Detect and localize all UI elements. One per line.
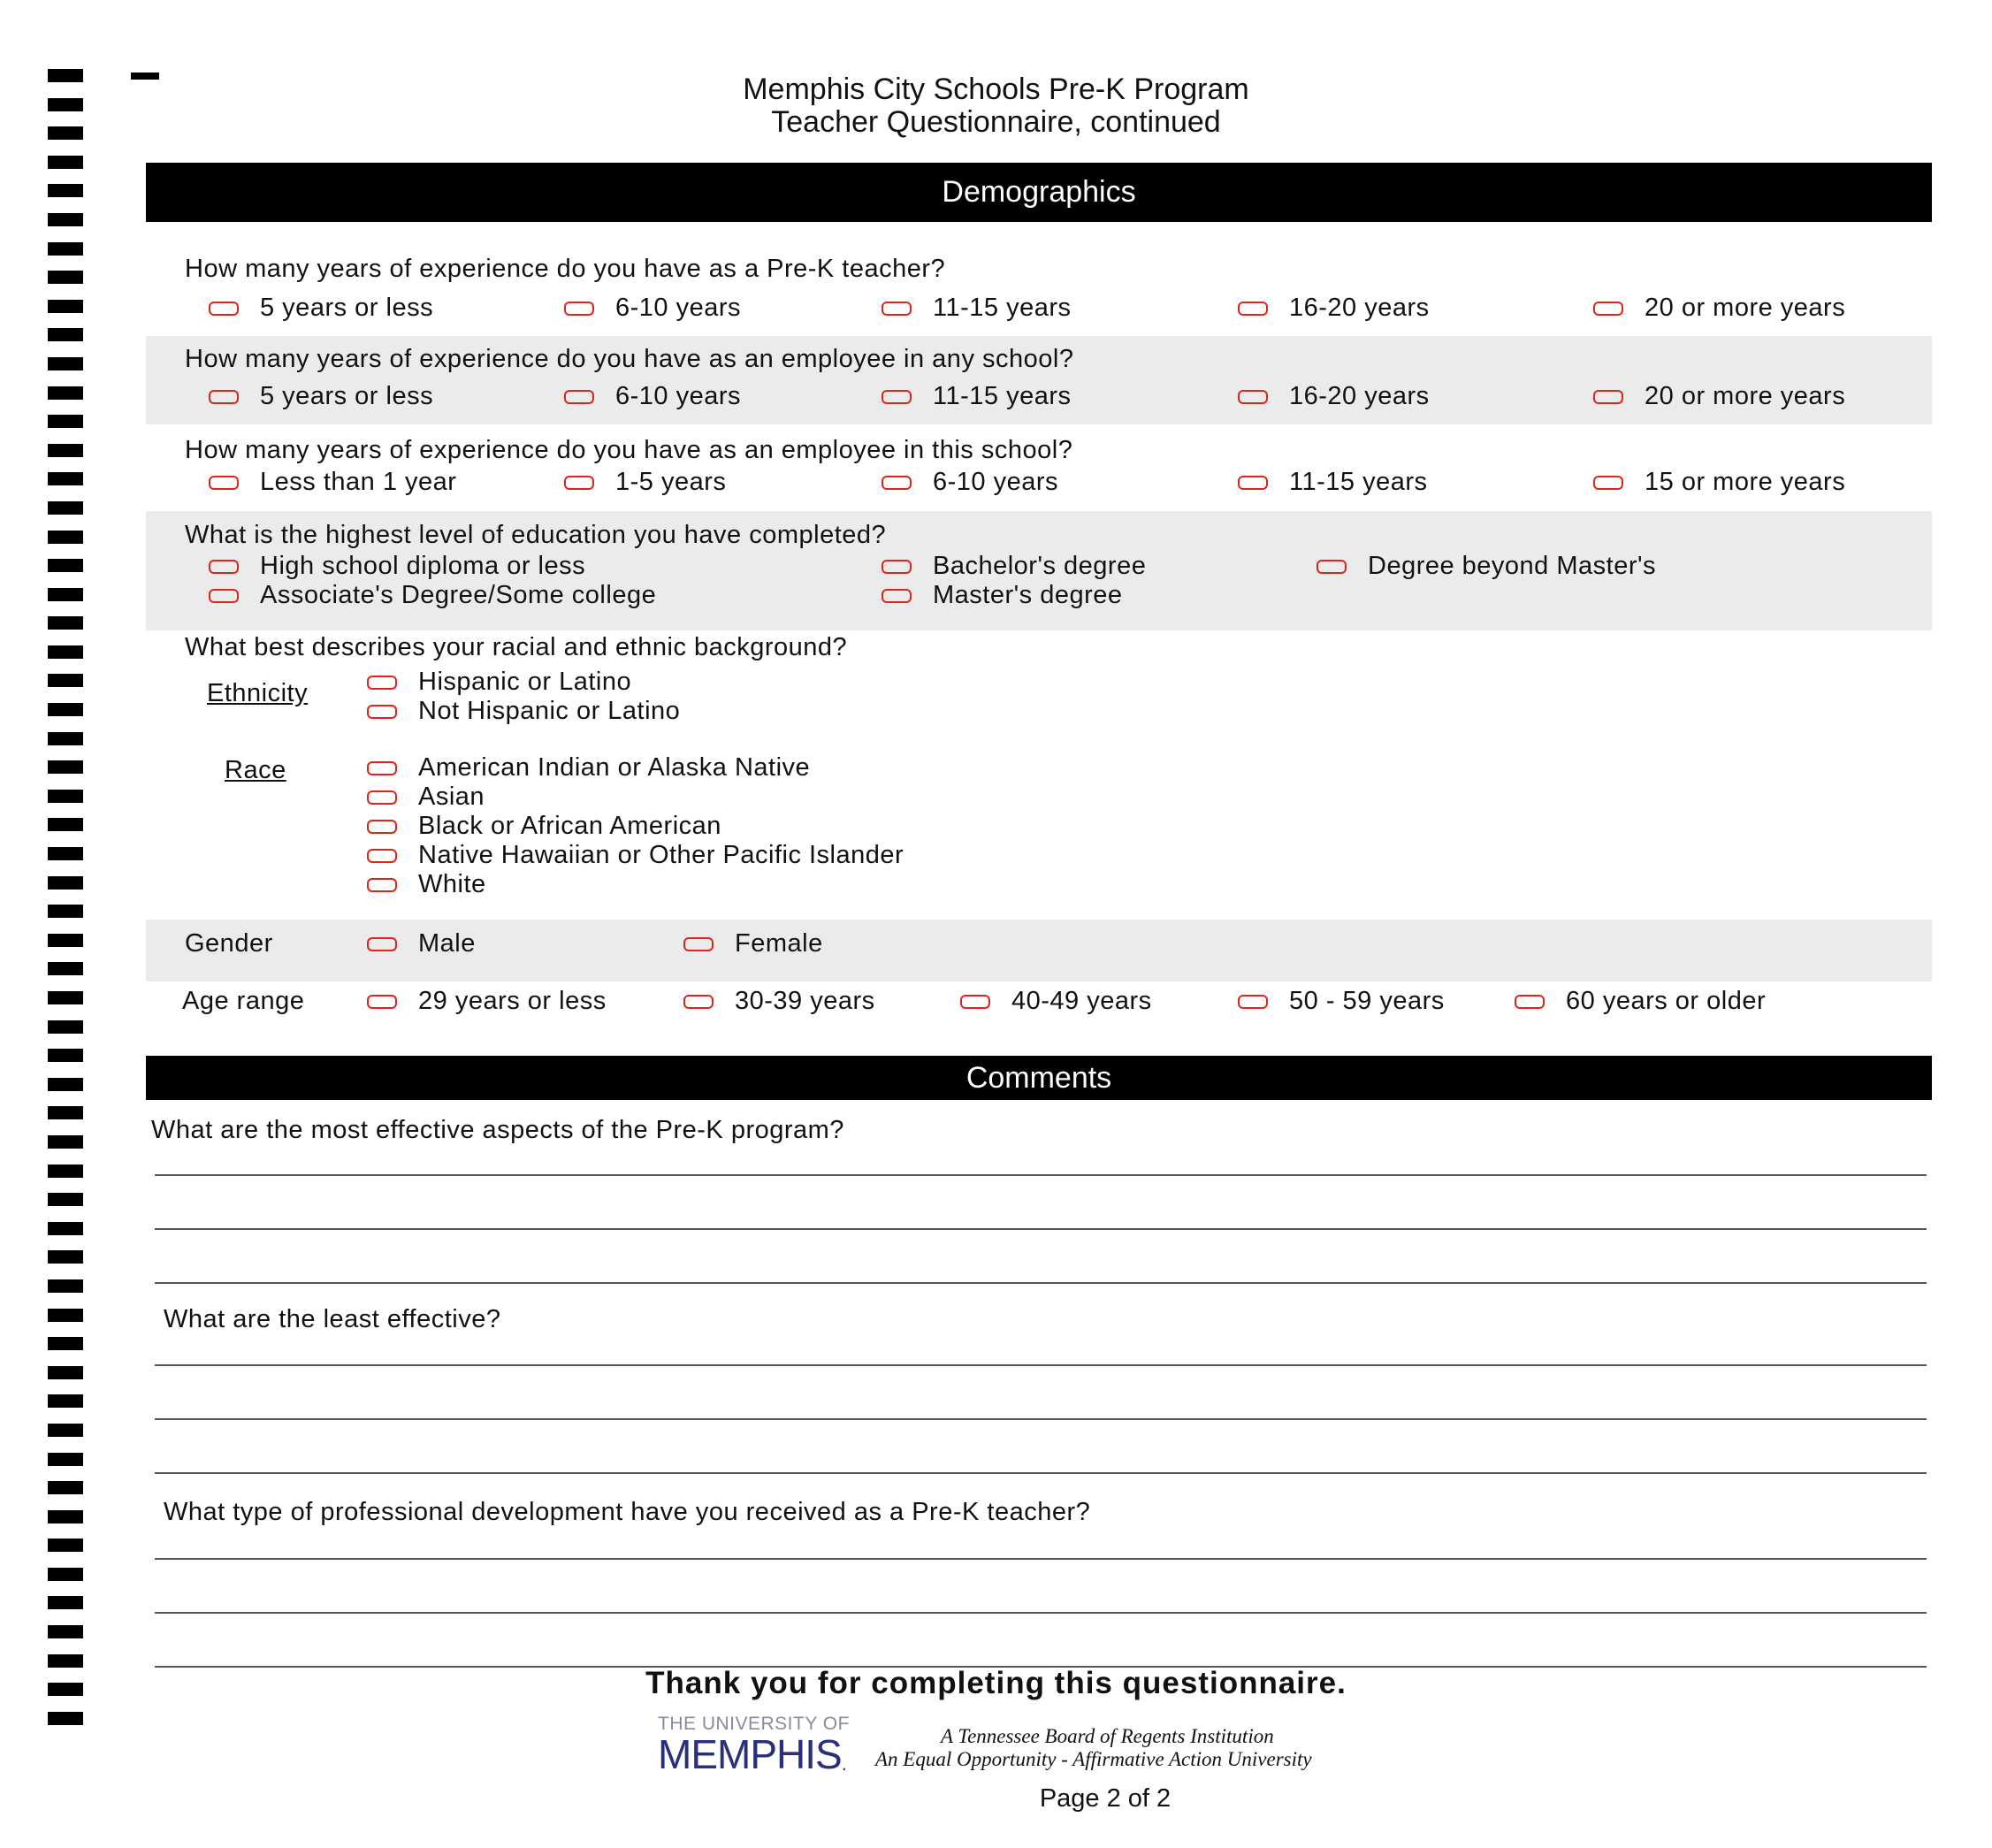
timing-mark <box>48 1366 83 1379</box>
bubble-icon[interactable] <box>367 790 397 805</box>
option-radio[interactable]: 16-20 years <box>1238 382 1430 411</box>
logo-small-text: THE UNIVERSITY OF <box>658 1714 850 1734</box>
option-radio[interactable]: Hispanic or Latino <box>367 668 631 697</box>
option-radio[interactable]: American Indian or Alaska Native <box>367 753 810 783</box>
bubble-icon[interactable] <box>882 476 912 490</box>
bubble-icon[interactable] <box>1593 390 1623 404</box>
question-this-school-experience: How many years of experience do you have as an employee in this school? <box>185 436 1073 464</box>
timing-mark <box>48 645 83 659</box>
option-radio[interactable]: 1-5 years <box>564 468 726 497</box>
bubble-icon[interactable] <box>367 676 397 690</box>
bubble-icon[interactable] <box>367 820 397 834</box>
option-radio[interactable]: 40-49 years <box>960 987 1152 1016</box>
timing-mark <box>48 1250 83 1264</box>
bubble-icon[interactable] <box>1317 560 1347 574</box>
ethnicity-label: Ethnicity <box>207 679 309 707</box>
option-radio[interactable]: Associate's Degree/Some college <box>209 581 656 610</box>
gender-label: Gender <box>185 929 273 958</box>
bubble-icon[interactable] <box>564 302 594 316</box>
question-preK-experience: How many years of experience do you have as a Pre-K teacher? <box>185 255 946 283</box>
timing-mark <box>48 1337 83 1350</box>
timing-mark <box>48 1424 83 1437</box>
bubble-icon[interactable] <box>882 390 912 404</box>
timing-marks <box>48 69 83 1740</box>
timing-mark <box>48 415 83 428</box>
bubble-icon[interactable] <box>882 589 912 603</box>
timing-mark <box>48 674 83 687</box>
timing-mark <box>48 1481 83 1494</box>
page-subtitle: Teacher Questionnaire, continued <box>771 105 1221 139</box>
option-radio[interactable]: 15 or more years <box>1593 468 1845 497</box>
bubble-icon[interactable] <box>1593 476 1623 490</box>
answer-line[interactable] <box>155 1612 1927 1614</box>
timing-mark <box>48 1049 83 1062</box>
answer-line[interactable] <box>155 1558 1927 1560</box>
bubble-icon[interactable] <box>564 476 594 490</box>
timing-mark <box>48 1596 83 1609</box>
comments-header <box>146 1056 1932 1100</box>
timing-mark <box>48 991 83 1004</box>
answer-line[interactable] <box>155 1174 1927 1176</box>
timing-mark <box>48 818 83 831</box>
timing-mark <box>48 1712 83 1725</box>
option-radio[interactable]: 11-15 years <box>1238 468 1428 497</box>
option-radio[interactable]: 60 years or older <box>1515 987 1766 1016</box>
timing-mark <box>48 501 83 515</box>
demographics-header <box>146 163 1932 222</box>
timing-mark <box>48 962 83 975</box>
timing-mark <box>48 732 83 745</box>
option-radio[interactable]: 6-10 years <box>882 468 1058 497</box>
timing-mark <box>48 1453 83 1466</box>
timing-mark <box>48 156 83 169</box>
option-radio[interactable]: Male <box>367 929 476 958</box>
bubble-icon[interactable] <box>209 302 239 316</box>
logo-wordmark: MEMPHIS <box>658 1731 842 1777</box>
bubble-icon[interactable] <box>1238 995 1268 1009</box>
option-radio[interactable]: 20 or more years <box>1593 382 1845 411</box>
timing-mark <box>48 1193 83 1206</box>
bubble-icon[interactable] <box>882 302 912 316</box>
bubble-icon[interactable] <box>367 705 397 719</box>
option-radio[interactable]: 5 years or less <box>209 294 433 323</box>
timing-mark <box>48 876 83 890</box>
timing-mark <box>48 357 83 370</box>
answer-line[interactable] <box>155 1364 1927 1366</box>
timing-mark <box>48 1510 83 1523</box>
bubble-icon[interactable] <box>1238 390 1268 404</box>
option-radio[interactable]: Not Hispanic or Latino <box>367 697 680 726</box>
timing-mark <box>48 444 83 457</box>
option-radio[interactable]: 29 years or less <box>367 987 607 1016</box>
bubble-icon[interactable] <box>683 995 714 1009</box>
timing-mark <box>48 1165 83 1178</box>
timing-mark <box>48 559 83 572</box>
bubble-icon[interactable] <box>367 761 397 775</box>
timing-mark <box>48 1020 83 1034</box>
timing-mark <box>48 1568 83 1581</box>
answer-line[interactable] <box>155 1472 1927 1474</box>
timing-mark <box>48 703 83 716</box>
timing-mark <box>48 760 83 774</box>
option-radio[interactable]: 16-20 years <box>1238 294 1430 323</box>
comment-question-most-effective: What are the most effective aspects of the Pre-K program? <box>151 1116 844 1144</box>
motto-line-1: A Tennessee Board of Regents Institution <box>941 1725 1274 1747</box>
timing-mark <box>48 905 83 918</box>
timing-mark <box>48 271 83 284</box>
bubble-icon[interactable] <box>1238 476 1268 490</box>
timing-mark <box>48 1222 83 1235</box>
option-radio[interactable]: Black or African American <box>367 812 721 841</box>
option-radio[interactable]: Asian <box>367 783 485 812</box>
race-label: Race <box>225 756 286 784</box>
option-radio[interactable]: Degree beyond Master's <box>1317 552 1656 581</box>
timing-mark <box>48 588 83 601</box>
option-radio[interactable]: Bachelor's degree <box>882 552 1146 581</box>
option-radio[interactable]: 6-10 years <box>564 382 741 411</box>
option-radio[interactable]: White <box>367 870 486 899</box>
timing-mark <box>48 1539 83 1552</box>
bubble-icon[interactable] <box>1593 302 1623 316</box>
bubble-icon[interactable] <box>367 878 397 892</box>
timing-mark <box>48 790 83 803</box>
question-education-level: What is the highest level of education you have completed? <box>185 521 887 549</box>
timing-mark <box>48 1135 83 1149</box>
option-radio[interactable]: 11-15 years <box>882 294 1072 323</box>
thank-you-message: Thank you for completing this questionnaire. <box>645 1666 1347 1700</box>
answer-line[interactable] <box>155 1282 1927 1284</box>
option-radio[interactable]: Master's degree <box>882 581 1123 610</box>
bubble-icon[interactable] <box>683 937 714 951</box>
page-title: Memphis City Schools Pre-K Program <box>743 73 1249 106</box>
timing-mark <box>48 1279 83 1293</box>
bubble-icon[interactable] <box>367 995 397 1009</box>
timing-mark <box>48 184 83 197</box>
timing-mark <box>48 1106 83 1119</box>
timing-mark <box>48 300 83 313</box>
comment-question-least-effective: What are the least effective? <box>164 1305 501 1333</box>
option-radio[interactable]: 30-39 years <box>683 987 875 1016</box>
timing-mark <box>48 934 83 947</box>
bubble-icon[interactable] <box>367 849 397 863</box>
timing-mark <box>48 213 83 226</box>
comment-question-professional-development: What type of professional development have you received as a Pre-K teacher? <box>164 1498 1091 1526</box>
bubble-icon[interactable] <box>882 560 912 574</box>
timing-mark <box>48 1309 83 1322</box>
option-radio[interactable]: 20 or more years <box>1593 294 1845 323</box>
timing-mark <box>48 616 83 630</box>
bubble-icon[interactable] <box>209 476 239 490</box>
university-logo <box>658 1714 850 1777</box>
demographics-heading: Demographics <box>942 175 1136 209</box>
timing-mark <box>48 1394 83 1408</box>
question-any-school-experience: How many years of experience do you have as an employee in any school? <box>185 345 1074 373</box>
bubble-icon[interactable] <box>1238 302 1268 316</box>
option-radio[interactable]: 6-10 years <box>564 294 741 323</box>
page-number: Page 2 of 2 <box>1039 1784 1172 1813</box>
timing-mark <box>48 386 83 400</box>
logo-registered-mark: . <box>841 1753 846 1775</box>
question-race-ethnicity: What best describes your racial and ethnic background? <box>185 633 848 661</box>
timing-mark <box>48 847 83 860</box>
motto-line-2: An Equal Opportunity - Affirmative Action University <box>875 1748 1312 1770</box>
timing-mark <box>48 531 83 544</box>
timing-mark <box>48 242 83 256</box>
age-range-label: Age range <box>182 987 305 1015</box>
timing-mark <box>48 1078 83 1091</box>
option-radio[interactable]: 50 - 59 years <box>1238 987 1445 1016</box>
option-radio[interactable]: 5 years or less <box>209 382 433 411</box>
bubble-icon[interactable] <box>1515 995 1545 1009</box>
bubble-icon[interactable] <box>960 995 990 1009</box>
option-radio[interactable]: Native Hawaiian or Other Pacific Islander <box>367 841 904 870</box>
bubble-icon[interactable] <box>367 937 397 951</box>
option-radio[interactable]: Female <box>683 929 823 958</box>
answer-line[interactable] <box>155 1228 1927 1230</box>
bubble-icon[interactable] <box>564 390 594 404</box>
option-radio[interactable]: 11-15 years <box>882 382 1072 411</box>
timing-mark <box>48 1625 83 1638</box>
timing-mark <box>48 328 83 341</box>
bubble-icon[interactable] <box>209 390 239 404</box>
comments-heading: Comments <box>965 1061 1112 1095</box>
option-radio[interactable]: Less than 1 year <box>209 468 456 497</box>
option-radio[interactable]: High school diploma or less <box>209 552 585 581</box>
bubble-icon[interactable] <box>209 589 239 603</box>
bubble-icon[interactable] <box>209 560 239 574</box>
timing-mark <box>48 472 83 485</box>
answer-line[interactable] <box>155 1418 1927 1420</box>
